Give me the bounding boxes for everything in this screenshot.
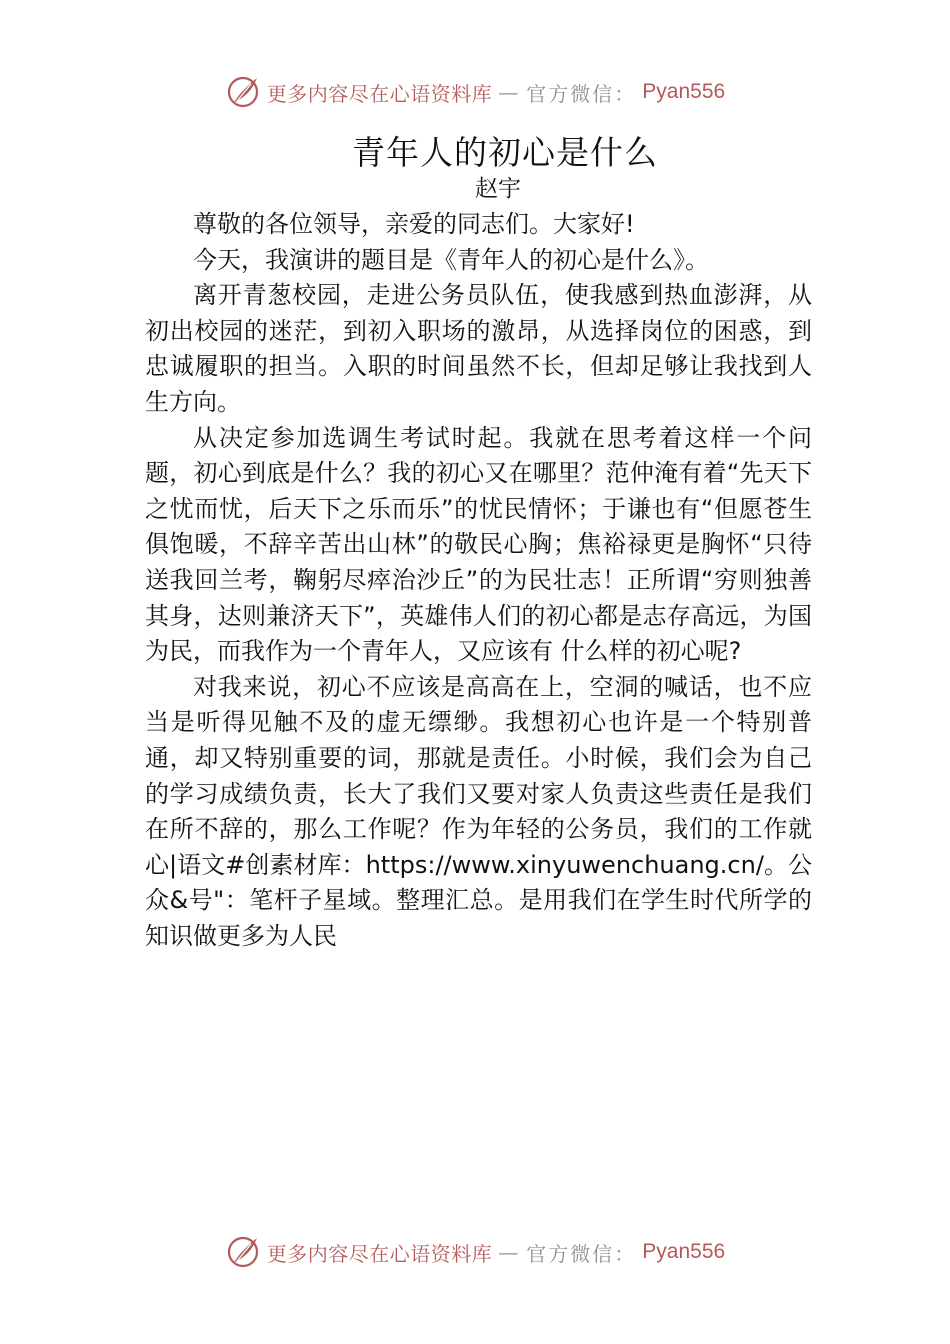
paragraph-campus: 离开青葱校园，走进公务员队伍，使我感到热血澎湃，从初出校园的迷茫，到初入职场的激昂，从选择岗位的困惑，到忠诚履职的担当。入职的时间虽然不长，但却足够让我找到人生方向。	[145, 281, 812, 416]
paragraph-question: 从决定参加选调生考试时起。我就在思考着这样一个问题，初心到底是什么？我的初心又在哪里？范仲淹有着“先天下之忧而忧，后天下之乐而乐”的忧民情怀；于谦也有“但愿苍生俱饱暖，不辞辛苦出山林”的敬民心胸；焦裕禄更是胸怀“只待送我回兰考，鞠躬尽瘁治沙丘”的为民壮志！正所谓“穷则独善其身，达则兼济天下”，英雄伟人们的初心都是志存高远，为国为民，而我作为一个青年人，又应该有 什么样的初心呢?	[145, 423, 812, 666]
header-banner	[0, 72, 950, 112]
banner-wechat-label: 官方微信：	[526, 81, 637, 106]
document-author: 赵宇	[475, 176, 521, 202]
banner-wechat-label: 官方微信：	[526, 1241, 637, 1266]
quill-pen-logo-icon	[225, 74, 261, 110]
paragraph-greeting: 尊敬的各位领导，亲爱的同志们。大家好!	[193, 210, 635, 238]
banner-wechat-id: Pyan556	[642, 1240, 726, 1263]
banner-dash: —	[498, 80, 521, 104]
banner-main-text: 更多内容尽在心语资料库	[266, 1241, 493, 1266]
footer-banner	[0, 1232, 950, 1272]
paragraph-responsibility: 对我来说，初心不应该是高高在上，空洞的喊话，也不应当是听得见触不及的虚无缥缈。我想初心也许是一个特别普通，却又特别重要的词，那就是责任。小时候，我们会为自己的学习成绩负责，长大了我们又要对家人负责这些责任是我们在所不辞的，那么工作呢？作为年轻的公务员，我们的工作就心|语文#创素材库：https://www.xinyuwenchuang.cn/。公众&号"：笔杆子星域。整理汇总。是用我们在学生时代所学的知识做更多为人民	[145, 672, 812, 950]
banner-wechat-id: Pyan556	[642, 80, 726, 103]
banner-main-text: 更多内容尽在心语资料库	[266, 81, 493, 106]
paragraph-topic: 今天，我演讲的题目是《青年人的初心是什么》。	[193, 245, 709, 274]
banner-dash: —	[498, 1240, 521, 1264]
quill-pen-logo-icon	[225, 1234, 261, 1270]
document-title: 青年人的初心是什么	[352, 133, 658, 172]
document-body	[145, 207, 812, 954]
